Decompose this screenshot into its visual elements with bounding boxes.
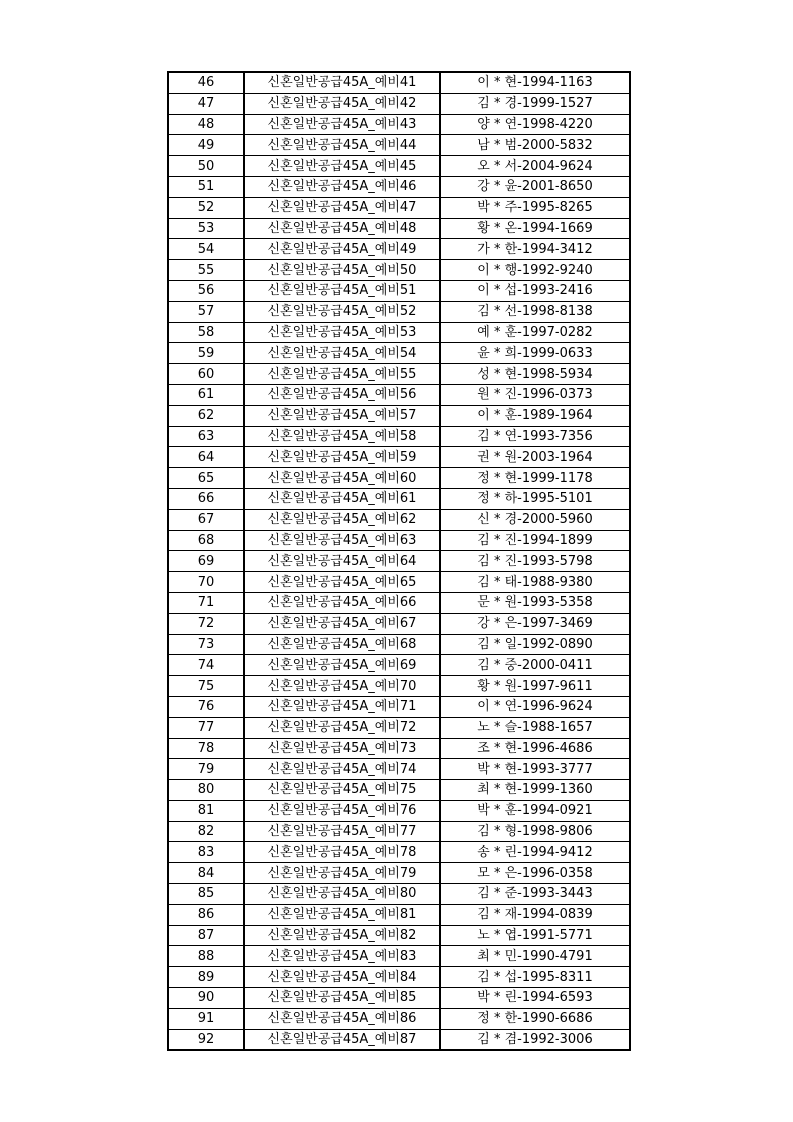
supply-type-cell: 신혼일반공급45A_예비60 [244, 468, 440, 489]
supply-type-cell: 신혼일반공급45A_예비63 [244, 530, 440, 551]
supply-type-cell: 신혼일반공급45A_예비78 [244, 842, 440, 863]
supply-type-cell: 신혼일반공급45A_예비53 [244, 322, 440, 343]
table-row [168, 364, 630, 385]
applicant-cell: 권 * 원-2003-1964 [440, 447, 630, 468]
table-row [168, 655, 630, 676]
applicant-cell: 이 * 훈-1989-1964 [440, 405, 630, 426]
row-number-cell: 56 [168, 280, 244, 301]
table-row [168, 468, 630, 489]
table-row [168, 135, 630, 156]
row-number-cell: 73 [168, 634, 244, 655]
applicant-cell: 강 * 윤-2001-8650 [440, 176, 630, 197]
applicant-cell: 김 * 선-1998-8138 [440, 301, 630, 322]
row-number-cell: 61 [168, 384, 244, 405]
row-number-cell: 64 [168, 447, 244, 468]
row-number-cell: 89 [168, 967, 244, 988]
table-row [168, 904, 630, 925]
supply-type-cell: 신혼일반공급45A_예비41 [244, 72, 440, 93]
table-row [168, 301, 630, 322]
supply-type-cell: 신혼일반공급45A_예비50 [244, 260, 440, 281]
supply-type-cell: 신혼일반공급45A_예비69 [244, 655, 440, 676]
table-row [168, 842, 630, 863]
supply-type-cell: 신혼일반공급45A_예비48 [244, 218, 440, 239]
table-row [168, 72, 630, 93]
supply-type-cell: 신혼일반공급45A_예비74 [244, 759, 440, 780]
applicant-cell: 김 * 경-1999-1527 [440, 93, 630, 114]
row-number-cell: 60 [168, 364, 244, 385]
table-row [168, 925, 630, 946]
supply-type-cell: 신혼일반공급45A_예비49 [244, 239, 440, 260]
applicant-cell: 원 * 진-1996-0373 [440, 384, 630, 405]
row-number-cell: 88 [168, 946, 244, 967]
table-row [168, 988, 630, 1009]
row-number-cell: 91 [168, 1008, 244, 1029]
table-row [168, 592, 630, 613]
supply-type-cell: 신혼일반공급45A_예비62 [244, 509, 440, 530]
supply-type-cell: 신혼일반공급45A_예비83 [244, 946, 440, 967]
row-number-cell: 54 [168, 239, 244, 260]
row-number-cell: 62 [168, 405, 244, 426]
table-row [168, 280, 630, 301]
row-number-cell: 85 [168, 884, 244, 905]
supply-type-cell: 신혼일반공급45A_예비80 [244, 884, 440, 905]
supply-type-cell: 신혼일반공급45A_예비51 [244, 280, 440, 301]
row-number-cell: 67 [168, 509, 244, 530]
table-row [168, 260, 630, 281]
supply-type-cell: 신혼일반공급45A_예비68 [244, 634, 440, 655]
applicant-cell: 정 * 하-1995-5101 [440, 488, 630, 509]
row-number-cell: 74 [168, 655, 244, 676]
table-body [168, 72, 630, 1050]
row-number-cell: 48 [168, 114, 244, 135]
reserve-list-table [167, 71, 631, 1051]
applicant-cell: 남 * 범-2000-5832 [440, 135, 630, 156]
supply-type-cell: 신혼일반공급45A_예비76 [244, 800, 440, 821]
table-row [168, 405, 630, 426]
row-number-cell: 81 [168, 800, 244, 821]
table-row [168, 800, 630, 821]
supply-type-cell: 신혼일반공급45A_예비79 [244, 863, 440, 884]
supply-type-cell: 신혼일반공급45A_예비73 [244, 738, 440, 759]
supply-type-cell: 신혼일반공급45A_예비47 [244, 197, 440, 218]
applicant-cell: 김 * 섭-1995-8311 [440, 967, 630, 988]
table-row [168, 946, 630, 967]
row-number-cell: 59 [168, 343, 244, 364]
row-number-cell: 65 [168, 468, 244, 489]
table-row [168, 509, 630, 530]
row-number-cell: 79 [168, 759, 244, 780]
row-number-cell: 47 [168, 93, 244, 114]
row-number-cell: 57 [168, 301, 244, 322]
applicant-cell: 황 * 원-1997-9611 [440, 676, 630, 697]
row-number-cell: 92 [168, 1029, 244, 1050]
row-number-cell: 66 [168, 488, 244, 509]
table-row [168, 322, 630, 343]
row-number-cell: 55 [168, 260, 244, 281]
row-number-cell: 90 [168, 988, 244, 1009]
supply-type-cell: 신혼일반공급45A_예비52 [244, 301, 440, 322]
table-row [168, 176, 630, 197]
applicant-cell: 정 * 현-1999-1178 [440, 468, 630, 489]
applicant-cell: 최 * 현-1999-1360 [440, 780, 630, 801]
supply-type-cell: 신혼일반공급45A_예비43 [244, 114, 440, 135]
row-number-cell: 83 [168, 842, 244, 863]
applicant-cell: 김 * 진-1993-5798 [440, 551, 630, 572]
supply-type-cell: 신혼일반공급45A_예비58 [244, 426, 440, 447]
row-number-cell: 77 [168, 717, 244, 738]
applicant-cell: 이 * 행-1992-9240 [440, 260, 630, 281]
applicant-cell: 김 * 연-1993-7356 [440, 426, 630, 447]
supply-type-cell: 신혼일반공급45A_예비44 [244, 135, 440, 156]
table-row [168, 863, 630, 884]
applicant-cell: 신 * 경-2000-5960 [440, 509, 630, 530]
supply-type-cell: 신혼일반공급45A_예비67 [244, 613, 440, 634]
applicant-cell: 윤 * 희-1999-0633 [440, 343, 630, 364]
table-row [168, 156, 630, 177]
applicant-cell: 문 * 원-1993-5358 [440, 592, 630, 613]
row-number-cell: 68 [168, 530, 244, 551]
supply-type-cell: 신혼일반공급45A_예비84 [244, 967, 440, 988]
supply-type-cell: 신혼일반공급45A_예비45 [244, 156, 440, 177]
applicant-cell: 이 * 연-1996-9624 [440, 696, 630, 717]
applicant-cell: 노 * 엽-1991-5771 [440, 925, 630, 946]
applicant-cell: 황 * 온-1994-1669 [440, 218, 630, 239]
applicant-cell: 김 * 진-1994-1899 [440, 530, 630, 551]
table-row [168, 1029, 630, 1050]
table-row [168, 696, 630, 717]
table-row [168, 488, 630, 509]
table-row [168, 93, 630, 114]
applicant-cell: 오 * 서-2004-9624 [440, 156, 630, 177]
applicant-cell: 김 * 겸-1992-3006 [440, 1029, 630, 1050]
table-row [168, 551, 630, 572]
table-row [168, 343, 630, 364]
supply-type-cell: 신혼일반공급45A_예비85 [244, 988, 440, 1009]
table-row [168, 572, 630, 593]
applicant-cell: 예 * 훈-1997-0282 [440, 322, 630, 343]
table-row [168, 821, 630, 842]
table-row [168, 738, 630, 759]
table-row [168, 114, 630, 135]
applicant-cell: 가 * 한-1994-3412 [440, 239, 630, 260]
applicant-cell: 정 * 한-1990-6686 [440, 1008, 630, 1029]
applicant-cell: 김 * 준-1993-3443 [440, 884, 630, 905]
row-number-cell: 53 [168, 218, 244, 239]
table-row [168, 884, 630, 905]
row-number-cell: 87 [168, 925, 244, 946]
row-number-cell: 75 [168, 676, 244, 697]
table-row [168, 530, 630, 551]
applicant-cell: 송 * 린-1994-9412 [440, 842, 630, 863]
applicant-cell: 김 * 태-1988-9380 [440, 572, 630, 593]
supply-type-cell: 신혼일반공급45A_예비54 [244, 343, 440, 364]
applicant-cell: 이 * 섭-1993-2416 [440, 280, 630, 301]
supply-type-cell: 신혼일반공급45A_예비42 [244, 93, 440, 114]
applicant-cell: 최 * 민-1990-4791 [440, 946, 630, 967]
applicant-cell: 김 * 중-2000-0411 [440, 655, 630, 676]
row-number-cell: 78 [168, 738, 244, 759]
applicant-cell: 김 * 재-1994-0839 [440, 904, 630, 925]
applicant-cell: 박 * 현-1993-3777 [440, 759, 630, 780]
applicant-cell: 강 * 은-1997-3469 [440, 613, 630, 634]
supply-type-cell: 신혼일반공급45A_예비75 [244, 780, 440, 801]
table-row [168, 1008, 630, 1029]
row-number-cell: 63 [168, 426, 244, 447]
applicant-cell: 박 * 린-1994-6593 [440, 988, 630, 1009]
table-row [168, 676, 630, 697]
row-number-cell: 84 [168, 863, 244, 884]
row-number-cell: 72 [168, 613, 244, 634]
row-number-cell: 71 [168, 592, 244, 613]
supply-type-cell: 신혼일반공급45A_예비46 [244, 176, 440, 197]
row-number-cell: 51 [168, 176, 244, 197]
supply-type-cell: 신혼일반공급45A_예비71 [244, 696, 440, 717]
row-number-cell: 52 [168, 197, 244, 218]
table-row [168, 384, 630, 405]
supply-type-cell: 신혼일반공급45A_예비87 [244, 1029, 440, 1050]
row-number-cell: 86 [168, 904, 244, 925]
applicant-cell: 박 * 주-1995-8265 [440, 197, 630, 218]
supply-type-cell: 신혼일반공급45A_예비64 [244, 551, 440, 572]
supply-type-cell: 신혼일반공급45A_예비86 [244, 1008, 440, 1029]
supply-type-cell: 신혼일반공급45A_예비59 [244, 447, 440, 468]
supply-type-cell: 신혼일반공급45A_예비70 [244, 676, 440, 697]
supply-type-cell: 신혼일반공급45A_예비82 [244, 925, 440, 946]
supply-type-cell: 신혼일반공급45A_예비66 [244, 592, 440, 613]
applicant-cell: 성 * 현-1998-5934 [440, 364, 630, 385]
table-row [168, 426, 630, 447]
applicant-cell: 박 * 훈-1994-0921 [440, 800, 630, 821]
supply-type-cell: 신혼일반공급45A_예비72 [244, 717, 440, 738]
row-number-cell: 69 [168, 551, 244, 572]
table-row [168, 447, 630, 468]
row-number-cell: 58 [168, 322, 244, 343]
supply-type-cell: 신혼일반공급45A_예비61 [244, 488, 440, 509]
row-number-cell: 49 [168, 135, 244, 156]
table-row [168, 780, 630, 801]
table-row [168, 239, 630, 260]
supply-type-cell: 신혼일반공급45A_예비65 [244, 572, 440, 593]
row-number-cell: 76 [168, 696, 244, 717]
applicant-cell: 노 * 슬-1988-1657 [440, 717, 630, 738]
table-row [168, 717, 630, 738]
supply-type-cell: 신혼일반공급45A_예비77 [244, 821, 440, 842]
table-row [168, 967, 630, 988]
applicant-cell: 모 * 은-1996-0358 [440, 863, 630, 884]
table-row [168, 197, 630, 218]
row-number-cell: 70 [168, 572, 244, 593]
supply-type-cell: 신혼일반공급45A_예비55 [244, 364, 440, 385]
applicant-cell: 양 * 연-1998-4220 [440, 114, 630, 135]
row-number-cell: 50 [168, 156, 244, 177]
row-number-cell: 82 [168, 821, 244, 842]
row-number-cell: 46 [168, 72, 244, 93]
table-row [168, 634, 630, 655]
row-number-cell: 80 [168, 780, 244, 801]
applicant-cell: 김 * 일-1992-0890 [440, 634, 630, 655]
applicant-cell: 김 * 형-1998-9806 [440, 821, 630, 842]
applicant-cell: 조 * 현-1996-4686 [440, 738, 630, 759]
applicant-cell: 이 * 현-1994-1163 [440, 72, 630, 93]
table-row [168, 759, 630, 780]
table-row [168, 218, 630, 239]
supply-type-cell: 신혼일반공급45A_예비81 [244, 904, 440, 925]
supply-type-cell: 신혼일반공급45A_예비56 [244, 384, 440, 405]
supply-type-cell: 신혼일반공급45A_예비57 [244, 405, 440, 426]
table-row [168, 613, 630, 634]
